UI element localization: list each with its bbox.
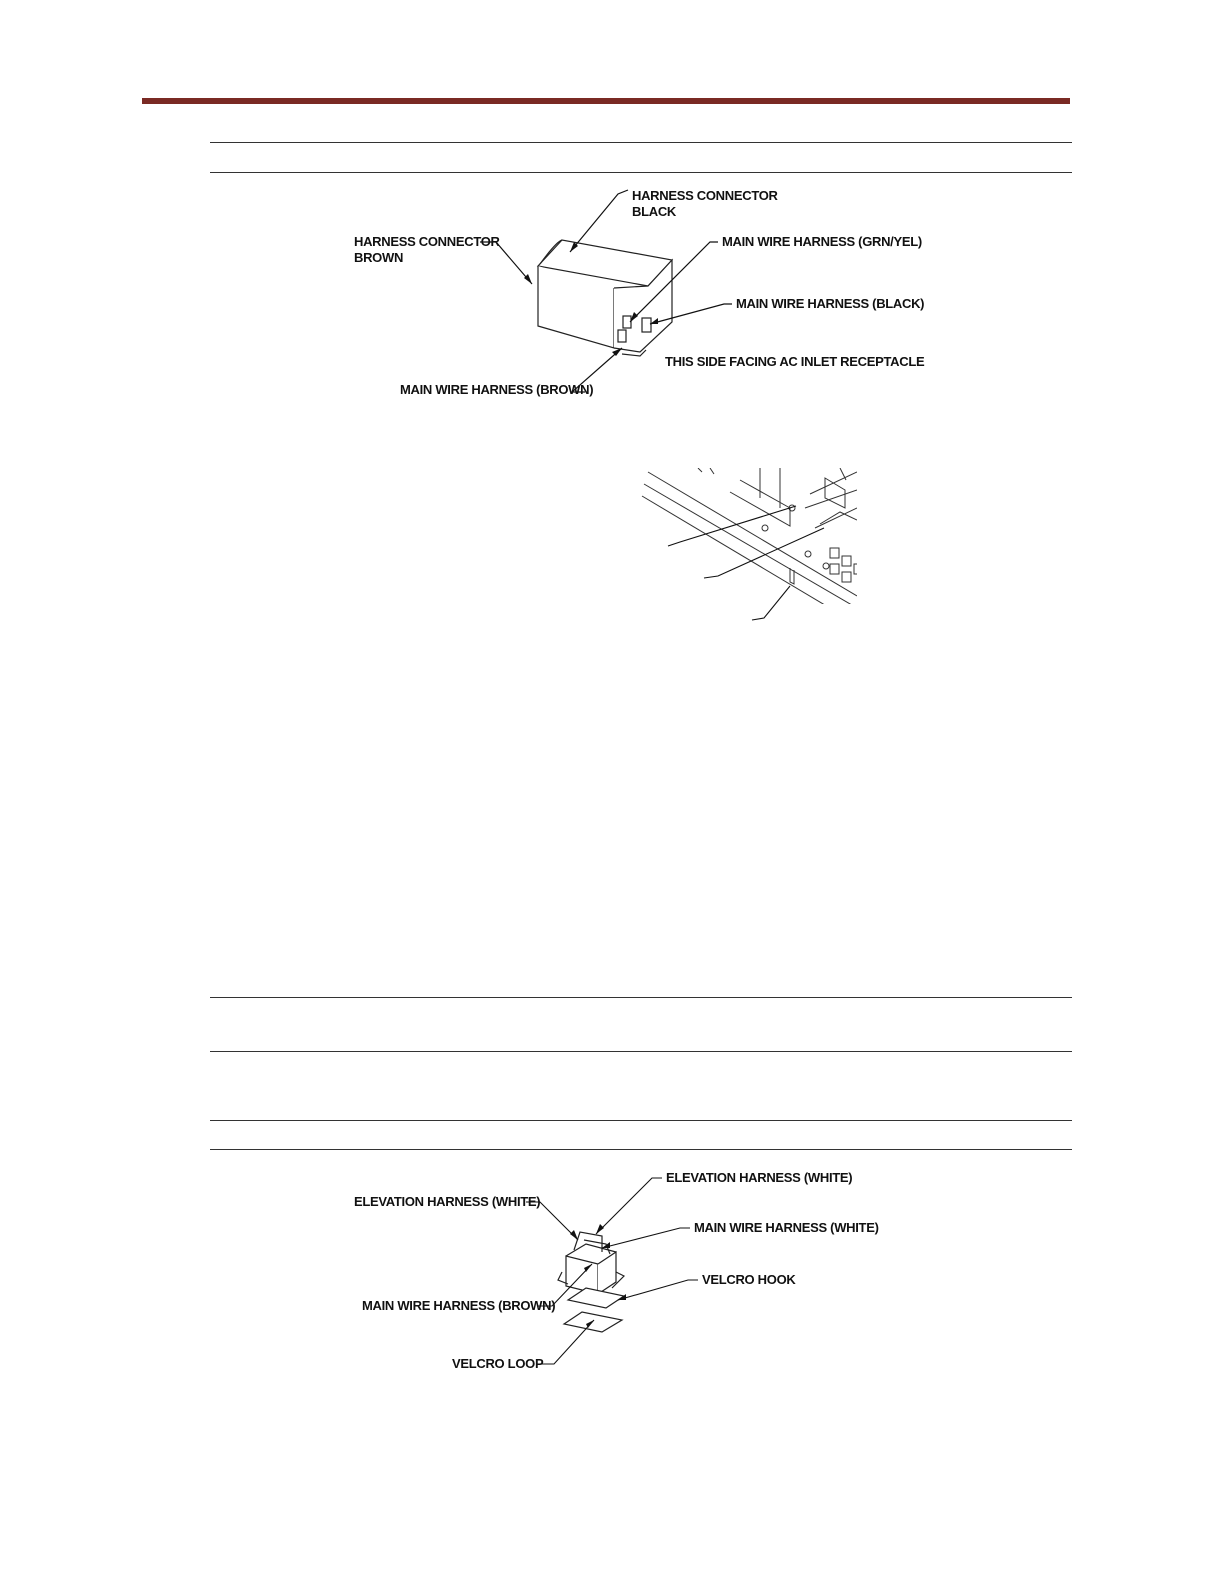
elevation-connector-figure <box>340 1160 880 1380</box>
label-elevation-white-right: ELEVATION HARNESS (WHITE) <box>666 1170 853 1185</box>
label-connector-brown: HARNESS CONNECTOR <box>354 234 500 249</box>
connector-drawing <box>538 240 672 356</box>
section-rule <box>210 1051 1072 1052</box>
section-rule <box>210 997 1072 998</box>
section-rule <box>210 172 1072 173</box>
label-grn-yel: MAIN WIRE HARNESS (GRN/YEL) <box>722 234 922 249</box>
label-connector-black: HARNESS CONNECTOR <box>632 188 778 203</box>
label-facing: THIS SIDE FACING AC INLET RECEPTACLE <box>665 354 925 369</box>
harness-connector-figure <box>340 180 925 410</box>
section-rule <box>210 142 1072 143</box>
label-brown: MAIN WIRE HARNESS (BROWN) <box>400 382 594 397</box>
label-elevation-white-left: ELEVATION HARNESS (WHITE) <box>354 1194 541 1209</box>
label-connector-brown-color: BROWN <box>354 250 404 265</box>
elevation-connector-drawing <box>558 1232 624 1332</box>
label-connector-black-color: BLACK <box>632 204 676 219</box>
label-velcro-hook: VELCRO HOOK <box>702 1272 796 1287</box>
label-main-white: MAIN WIRE HARNESS (WHITE) <box>694 1220 879 1235</box>
header-bar <box>142 98 1070 104</box>
label-main-brown: MAIN WIRE HARNESS (BROWN) <box>362 1298 556 1313</box>
chassis-detail-figure <box>640 468 860 628</box>
section-rule <box>210 1149 1072 1150</box>
label-velcro-loop: VELCRO LOOP <box>452 1356 544 1371</box>
section-rule <box>210 1120 1072 1121</box>
label-black: MAIN WIRE HARNESS (BLACK) <box>736 296 925 311</box>
